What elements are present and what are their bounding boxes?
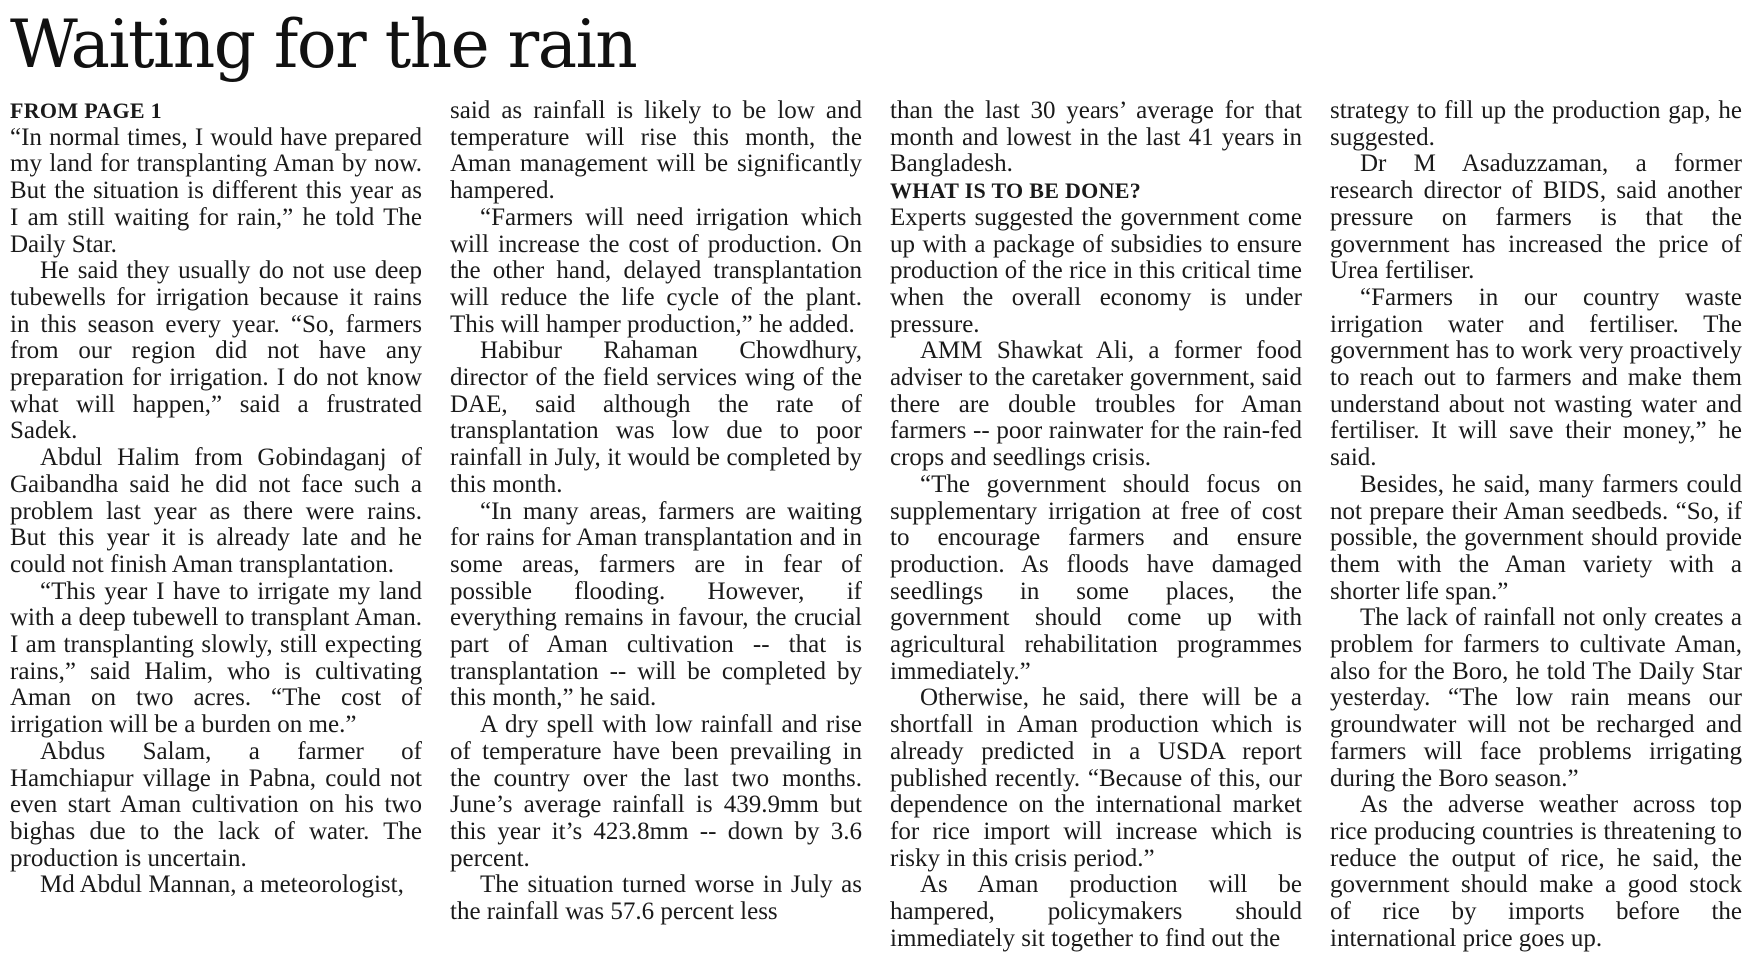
paragraph: “The government should focus on supplementary irrigation at free of cost to encourage farmers and ensure production. As floods have damaged seedlings in some places, the government should come up with agricultural rehabilitation programmes immediately.”	[890, 470, 1302, 685]
paragraph: than the last 30 years’ average for that month and lowest in the last 41 years in Bangladesh.	[890, 97, 1302, 178]
paragraph: Dr M Asaduzzaman, a former research director of BIDS, said another pressure on farmers is that the government has increased the price of Urea fertiliser.	[1330, 150, 1742, 285]
paragraph: “In many areas, farmers are waiting for rains for Aman transplantation and in some areas, farmers are in fear of possible flooding. However, if everything remains in favour, the crucial part of Aman cultivation -- that is transplantation -- will be completed by this month,” he said.	[450, 497, 862, 712]
paragraph: “In normal times, I would have prepared my land for transplanting Aman by now. But the situation is different this year as I am still waiting for rain,” he told The Daily Star.	[10, 123, 422, 258]
paragraph: He said they usually do not use deep tubewells for irrigation because it rains in this season every year. “So, farmers from our region did not have any preparation for irrigation. I do not know what will happen,” said a frustrated Sadek.	[10, 257, 422, 445]
paragraph: “Farmers will need irrigation which will increase the cost of production. On the other hand, delayed transplantation will reduce the life cycle of the plant. This will hamper production,” he added.	[450, 203, 862, 338]
paragraph: As the adverse weather across top rice producing countries is threatening to reduce the output of rice, he said, the government should make a good stock of rice by imports before the international price goes up.	[1330, 791, 1742, 952]
paragraph: “This year I have to irrigate my land with a deep tubewell to transplant Aman. I am transplanting slowly, still expecting rains,” said Halim, who is cultivating Aman on two acres. “The cost of irrigation will be a burden on me.”	[10, 577, 422, 739]
paragraph: Md Abdul Mannan, a meteorologist,	[40, 871, 404, 899]
paragraph: “Farmers in our country waste irrigation water and fertiliser. The government has to work very proactively to reach out to farmers and make them understand about not wasting water and fertiliser. It will save their money,” he said.	[1330, 283, 1742, 472]
article-column-2	[450, 98, 862, 926]
article-column-4	[1330, 98, 1742, 953]
article-column-3	[890, 98, 1302, 953]
paragraph: The lack of rainfall not only creates a problem for farmers to cultivate Aman, also for the Boro, he told The Daily Star yesterday. “The low rain means our groundwater will not be recharged and farmers will face problems irrigating during the Boro season.”	[1330, 604, 1742, 792]
continuation-kicker: FROM PAGE 1	[10, 98, 162, 123]
paragraph: strategy to fill up the production gap, he suggested.	[1330, 97, 1742, 151]
paragraph: AMM Shawkat Ali, a former food adviser to the caretaker government, said there are double troubles for Aman farmers -- poor rainwater for the rain-fed crops and seedlings crisis.	[890, 337, 1302, 472]
paragraph: Besides, he said, many farmers could not prepare their Aman seedbeds. “So, if possible, the government should provide them with the Aman variety with a shorter life span.”	[1330, 470, 1742, 605]
subheading: WHAT IS TO BE DONE?	[890, 178, 1142, 204]
paragraph: A dry spell with low rainfall and rise of temperature have been prevailing in the country over the last two months. June’s average rainfall is 439.9mm but this year it’s 423.8mm -- down by 3.6 percent.	[450, 711, 862, 872]
article-column-1	[10, 98, 422, 899]
paragraph: Abdus Salam, a farmer of Hamchiapur village in Pabna, could not even start Aman cultivation on his two bighas due to the lack of water. The production is uncertain.	[10, 737, 422, 872]
paragraph: Habibur Rahaman Chowdhury, director of the field services wing of the DAE, said although the rate of transplantation was low due to poor rainfall in July, it would be completed by this month.	[450, 337, 862, 498]
headline: Waiting for the rain	[10, 6, 637, 83]
paragraph: said as rainfall is likely to be low and temperature will rise this month, the Aman management will be significantly hampered.	[450, 97, 862, 205]
paragraph: The situation turned worse in July as the rainfall was 57.6 percent less	[450, 871, 862, 926]
paragraph: Experts suggested the government come up with a package of subsidies to ensure production of the rice in this critical time when the overall economy is under pressure.	[890, 203, 1302, 338]
paragraph: Otherwise, he said, there will be a shortfall in Aman production which is already predicted in a USDA report published recently. “Because of this, our dependence on the international market for rice import will increase which is risky in this crisis period.”	[890, 684, 1302, 872]
paragraph: Abdul Halim from Gobindaganj of Gaibandha said he did not face such a problem last year as there were rains. But this year it is already late and he could not finish Aman transplantation.	[10, 444, 422, 578]
paragraph: As Aman production will be hampered, policymakers should immediately sit together to find out the	[890, 871, 1302, 952]
